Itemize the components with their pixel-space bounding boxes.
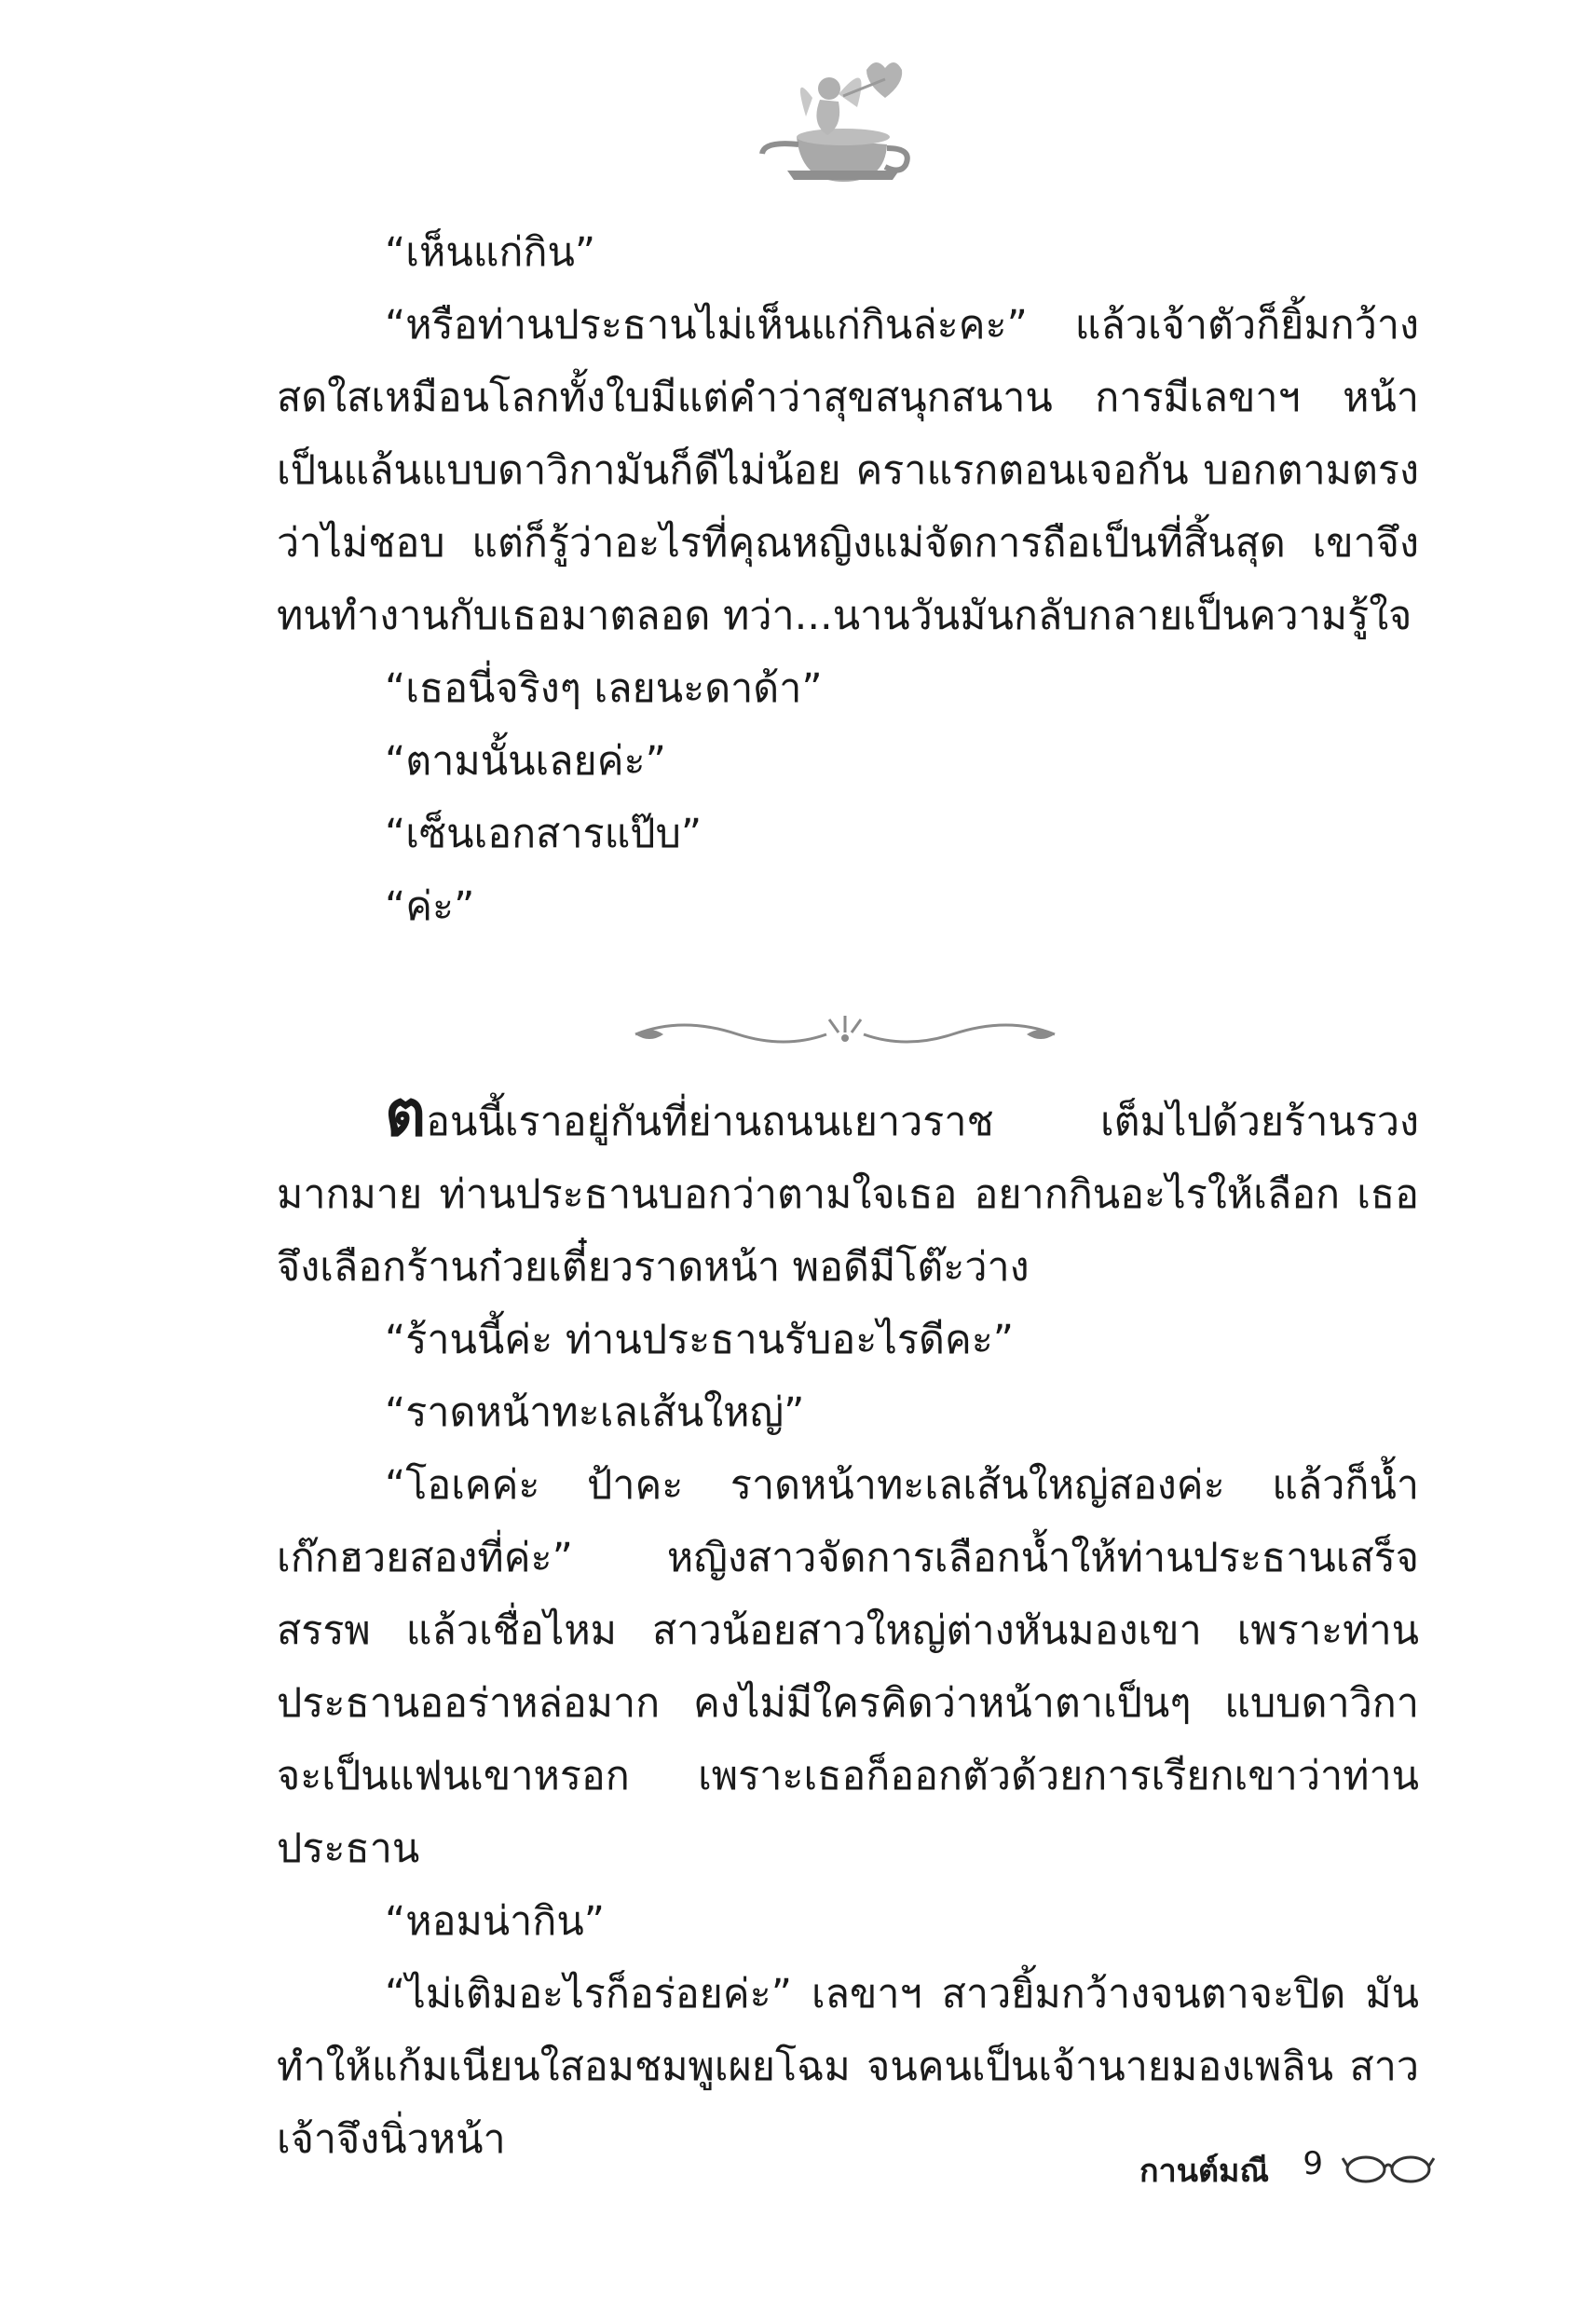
page-footer <box>1099 2143 1435 2199</box>
book-title: กานต์มณี <box>1139 2153 1269 2190</box>
opening-paragraph <box>277 1077 1419 1304</box>
paragraph: “ราดหน้าทะเลเส้นใหญ่” <box>385 1389 805 1436</box>
glasses-icon <box>1342 2149 1435 2186</box>
page-number: 9 <box>1303 2145 1323 2182</box>
opening-paragraph-text: อนนี้เราอยู่กันที่ย่านถนนเยาวราช เต็มไปด้วยร้านรวงมากมาย ท่านประธานบอกว่าตามใจเธอ อยากกินอะไรให้เลือก เธอจึงเลือกร้านก๋วยเตี๋ยวราดหน้า พอดีมีโต๊ะว่าง <box>277 1099 1419 1291</box>
paragraph: “หอมน่ากิน” <box>385 1898 606 1945</box>
text-block-bottom <box>277 1077 1419 2176</box>
drop-initial: ต <box>385 1077 427 1151</box>
paragraph: “โอเคค่ะ ป้าคะ ราดหน้าทะเลเส้นใหญ่สองค่ะ แล้วก็น้ำเก๊กฮวยสองที่ค่ะ” หญิงสาวจัดการเลือกน้ำให้ท่านประธานเสร็จสรรพ แล้วเชื่อไหม สาวน้อยสาวใหญ่ต่างหันมองเขา เพราะท่านประธานออร่าหล่อมาก คงไม่มีใครคิดว่าหน้าตาเป็นๆ แบบดาวิกาจะเป็นแฟนเขาหรอก เพราะเธอก็ออกตัวด้วยการเรียกเขาว่าท่านประธาน <box>277 1462 1419 1872</box>
flourish-divider-icon <box>626 1006 1064 1062</box>
paragraph: “เห็นแก่กิน” <box>385 229 596 276</box>
paragraph: “หรือท่านประธานไม่เห็นแก่กินล่ะคะ” แล้วเจ้าตัวก็ยิ้มกว้างสดใสเหมือนโลกทั้งใบมีแต่คำว่าสุขสนุกสนาน การมีเลขาฯ หน้าเป็นแล้นแบบดาวิกามันก็ดีไม่น้อย คราแรกตอนเจอกัน บอกตามตรงว่าไม่ชอบ แต่ก็รู้ว่าอะไรที่คุณหญิงแม่จัดการถือเป็นที่สิ้นสุด เขาจึงทนทำงานกับเธอมาตลอด ทว่า...นานวันมันกลับกลายเป็นความรู้ใจ <box>277 302 1419 639</box>
cupid-teapot-icon <box>755 51 913 191</box>
paragraph: “ไม่เติมอะไรก็อร่อยค่ะ” เลขาฯ สาวยิ้มกว้างจนตาจะปิด มันทำให้แก้มเนียนใสอมชมพูเผยโฉม จนคนเป็นเจ้านายมองเพลิน สาวเจ้าจึงนิ่วหน้า <box>277 1971 1419 2163</box>
paragraph: “ค่ะ” <box>385 883 475 930</box>
paragraph: “ร้านนี้ค่ะ ท่านประธานรับอะไรดีคะ” <box>385 1317 1015 1363</box>
paragraph: “เธอนี่จริงๆ เลยนะดาด้า” <box>385 665 823 712</box>
text-block-top <box>277 216 1419 943</box>
paragraph: “ตามนั้นเลยค่ะ” <box>385 738 666 785</box>
paragraph: “เซ็นเอกสารแป๊บ” <box>385 811 703 857</box>
